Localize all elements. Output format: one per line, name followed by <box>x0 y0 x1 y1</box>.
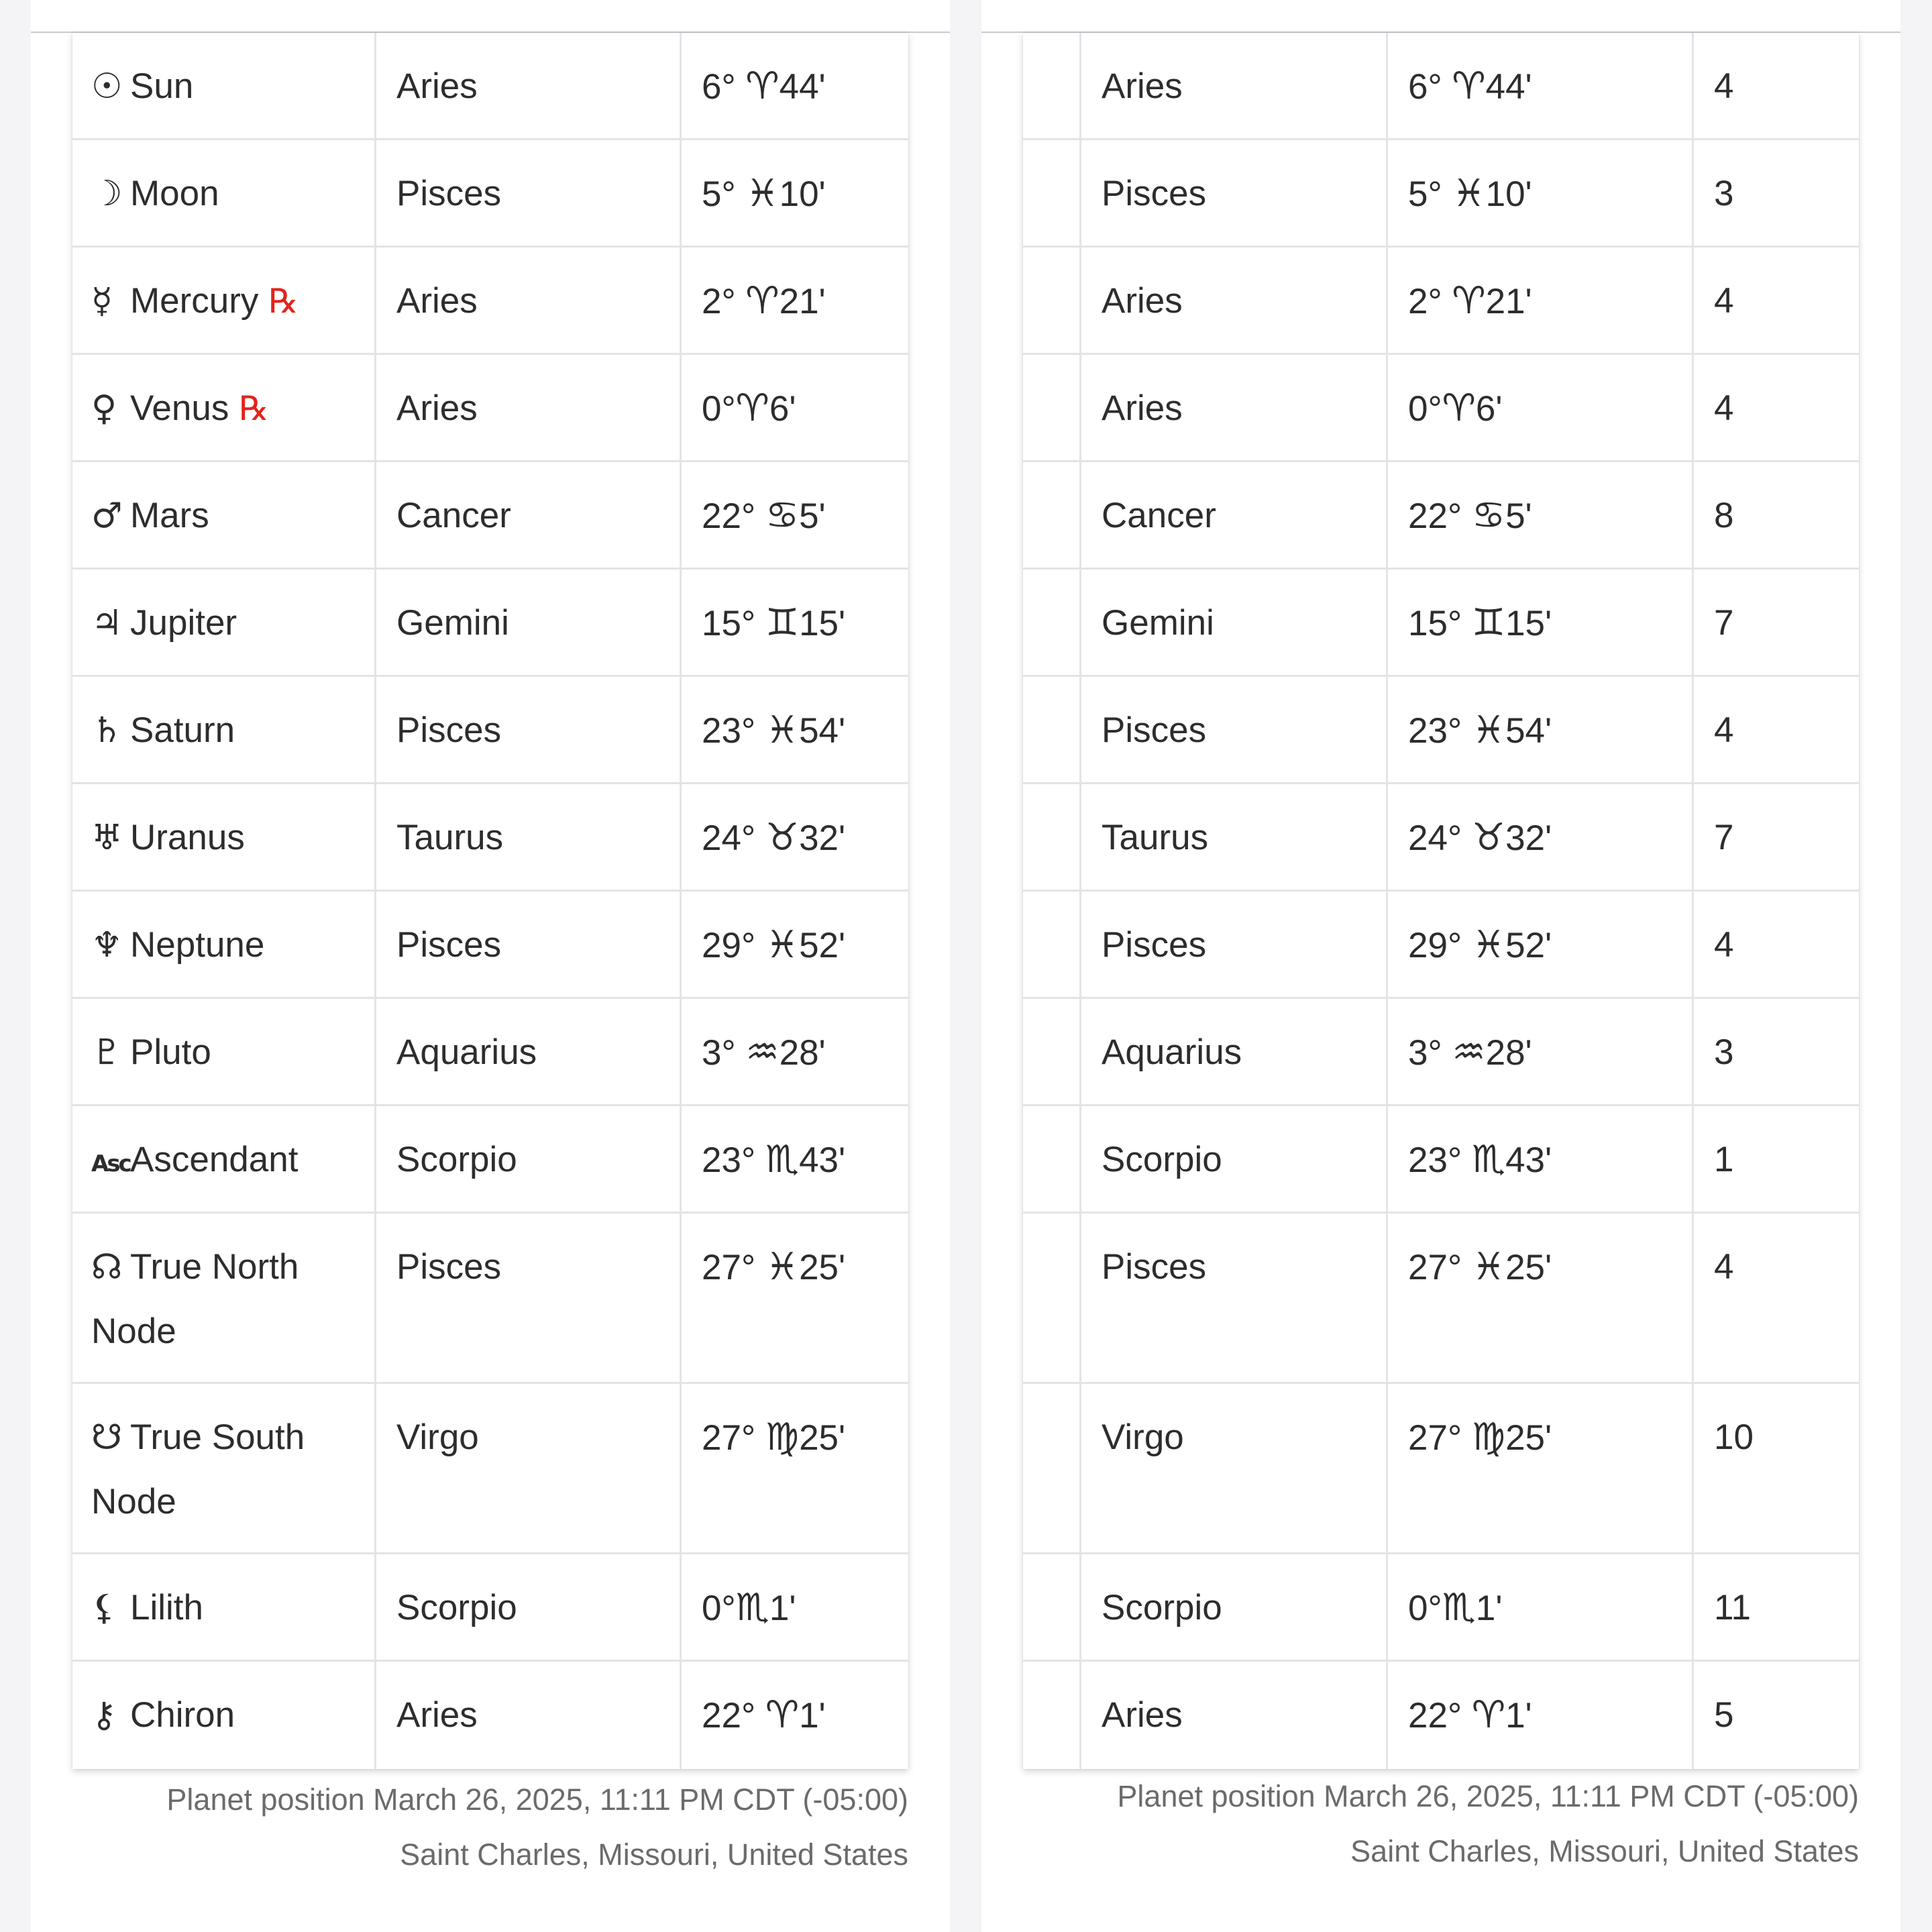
position-degrees: 24° <box>702 818 765 858</box>
position-cell <box>682 1662 908 1769</box>
sun-icon: ☉ <box>91 66 123 107</box>
uranus-icon: ♅ <box>91 818 123 858</box>
planet-cell-cropped <box>1023 677 1081 782</box>
position-cell <box>1388 1554 1694 1660</box>
table-row <box>1023 570 1859 677</box>
position-minutes: 52' <box>799 926 846 965</box>
planet-cell <box>72 677 376 782</box>
position-degrees: 22° <box>1408 1696 1472 1735</box>
position-degrees: 24° <box>1408 818 1472 858</box>
position-minutes: 25' <box>1505 1248 1552 1287</box>
sign-cell: Scorpio <box>376 1554 682 1660</box>
house-cell: 5 <box>1714 1695 1734 1735</box>
sign-cell: Pisces <box>376 1214 682 1382</box>
zodiac-sign-icon: ♈ <box>1452 64 1486 108</box>
table-row <box>1023 1384 1859 1554</box>
table-row <box>1023 1214 1859 1384</box>
planet-cell <box>72 892 376 997</box>
house-cell: 7 <box>1714 603 1734 643</box>
planet-name: True North Node <box>91 1247 299 1351</box>
zodiac-sign-icon: ♓ <box>765 923 800 967</box>
position-cell <box>682 1214 908 1382</box>
position-cell <box>1388 784 1694 890</box>
sign-cell: Pisces <box>1081 892 1388 997</box>
zodiac-sign-icon: ♓ <box>1471 923 1506 967</box>
position-cell <box>682 677 908 782</box>
position-degrees: 6° <box>1408 67 1452 107</box>
zodiac-sign-icon: ♊ <box>765 601 800 645</box>
position-degrees: 3° <box>702 1033 746 1073</box>
sign-cell: Scorpio <box>1081 1554 1388 1660</box>
planet-cell-cropped <box>1023 1106 1081 1212</box>
planet-positions-table <box>72 33 908 1769</box>
mars-icon: ♂ <box>91 496 123 536</box>
position-cell <box>682 999 908 1104</box>
pluto-icon: ♇ <box>91 1032 123 1073</box>
position-degrees: 23° <box>1408 1140 1472 1180</box>
planet-cell-cropped <box>1023 355 1081 460</box>
sign-cell: Pisces <box>1081 1214 1388 1382</box>
sign-cell: Aries <box>376 1662 682 1769</box>
planet-cell-cropped <box>1023 999 1081 1104</box>
house-cell: 4 <box>1714 1247 1734 1287</box>
jupiter-icon: ♃ <box>91 603 123 643</box>
position-minutes: 28' <box>1485 1033 1532 1073</box>
position-minutes: 44' <box>1485 67 1532 107</box>
sign-cell: Scorpio <box>376 1106 682 1212</box>
sign-cell: Aries <box>1081 1662 1388 1769</box>
position-cell <box>682 1384 908 1552</box>
table-row <box>1023 1662 1859 1769</box>
position-minutes: 52' <box>1505 926 1552 965</box>
zodiac-sign-icon: ♍ <box>765 1415 800 1459</box>
planet-name: Neptune <box>130 925 265 965</box>
position-minutes: 32' <box>799 818 846 858</box>
position-degrees: 27° <box>702 1418 765 1458</box>
planet-cell <box>72 570 376 675</box>
position-cell <box>1388 677 1694 782</box>
lilith-icon: ⚸ <box>91 1588 117 1628</box>
zodiac-sign-icon: ♒ <box>1452 1030 1486 1074</box>
position-degrees: 0° <box>1408 1589 1442 1628</box>
zodiac-sign-icon: ♓ <box>745 172 780 215</box>
position-cell <box>1388 248 1694 353</box>
planet-cell-cropped <box>1023 1662 1081 1769</box>
right-screenshot-panel <box>981 0 1900 1932</box>
position-cell <box>682 140 908 246</box>
position-degrees: 29° <box>1408 926 1472 965</box>
north-node-icon: ☊ <box>91 1247 123 1287</box>
house-cell: 4 <box>1714 388 1734 428</box>
chiron-icon: ⚷ <box>91 1695 117 1735</box>
zodiac-sign-icon: ♓ <box>1471 708 1506 752</box>
house-cell: 7 <box>1714 818 1734 857</box>
planet-cell <box>72 140 376 246</box>
zodiac-sign-icon: ♉ <box>1471 816 1506 859</box>
position-minutes: 5' <box>1505 496 1532 536</box>
zodiac-sign-icon: ♏ <box>735 1586 769 1629</box>
position-cell <box>682 570 908 675</box>
position-minutes: 15' <box>1505 604 1552 643</box>
position-cell <box>682 462 908 568</box>
sign-cell: Pisces <box>376 140 682 246</box>
position-cell <box>1388 1384 1694 1552</box>
sign-cell: Pisces <box>1081 677 1388 782</box>
table-row <box>1023 1106 1859 1214</box>
planet-position-caption <box>103 1772 908 1882</box>
planet-cell <box>72 248 376 353</box>
zodiac-sign-icon: ♋ <box>765 494 800 537</box>
table-row <box>72 892 908 999</box>
sign-cell: Aries <box>376 355 682 460</box>
table-row <box>1023 33 1859 140</box>
planet-cell-cropped <box>1023 570 1081 675</box>
table-row <box>72 462 908 570</box>
planet-position-caption <box>1054 1769 1859 1879</box>
zodiac-sign-icon: ♈ <box>745 279 780 323</box>
zodiac-sign-icon: ♈ <box>735 386 769 430</box>
planet-cell <box>72 1554 376 1660</box>
planet-cell-cropped <box>1023 33 1081 138</box>
position-minutes: 1' <box>799 1696 826 1735</box>
position-minutes: 21' <box>1485 282 1532 321</box>
sign-cell: Gemini <box>376 570 682 675</box>
planet-houses-table <box>1023 33 1859 1769</box>
position-degrees: 0° <box>702 389 736 429</box>
zodiac-sign-icon: ♓ <box>1471 1245 1506 1289</box>
position-minutes: 1' <box>769 1589 796 1628</box>
house-cell: 4 <box>1714 66 1734 106</box>
table-row <box>72 784 908 892</box>
position-degrees: 27° <box>1408 1248 1472 1287</box>
position-cell <box>682 33 908 138</box>
zodiac-sign-icon: ♏ <box>1471 1138 1506 1181</box>
house-cell: 4 <box>1714 925 1734 965</box>
position-degrees: 6° <box>702 67 746 107</box>
position-degrees: 22° <box>702 1696 765 1735</box>
retrograde-icon: ℞ <box>268 282 299 321</box>
zodiac-sign-icon: ♏ <box>1442 1586 1476 1629</box>
position-minutes: 25' <box>1505 1418 1552 1458</box>
table-row <box>72 1106 908 1214</box>
table-row <box>1023 1554 1859 1662</box>
zodiac-sign-icon: ♏ <box>765 1138 800 1181</box>
sign-cell: Taurus <box>376 784 682 890</box>
planet-name: Venus <box>130 388 229 428</box>
planet-name: Moon <box>130 174 219 213</box>
left-screenshot-panel <box>31 0 950 1932</box>
planet-name: Mars <box>130 496 209 535</box>
table-row <box>72 355 908 462</box>
saturn-icon: ♄ <box>91 710 123 751</box>
table-row <box>72 1214 908 1384</box>
position-cell <box>1388 570 1694 675</box>
position-minutes: 6' <box>769 389 796 429</box>
planet-cell <box>72 33 376 138</box>
position-minutes: 21' <box>779 282 826 321</box>
planet-name: Saturn <box>130 710 235 750</box>
zodiac-sign-icon: ♒ <box>745 1030 780 1074</box>
position-degrees: 15° <box>1408 604 1472 643</box>
retrograde-icon: ℞ <box>239 389 269 428</box>
planet-cell <box>72 784 376 890</box>
caption-date: Planet position March 26, 2025, 11:11 PM CDT (-05:00) <box>1117 1779 1859 1813</box>
position-cell <box>682 355 908 460</box>
planet-cell <box>72 355 376 460</box>
position-minutes: 54' <box>1505 711 1552 751</box>
zodiac-sign-icon: ♉ <box>765 816 800 859</box>
position-degrees: 5° <box>702 174 746 214</box>
sign-cell: Virgo <box>1081 1384 1388 1552</box>
planet-cell <box>72 1662 376 1769</box>
position-degrees: 27° <box>702 1248 765 1287</box>
position-degrees: 23° <box>702 711 765 751</box>
position-minutes: 28' <box>779 1033 826 1073</box>
planet-name: Ascendant <box>130 1140 299 1179</box>
position-minutes: 43' <box>1505 1140 1552 1180</box>
zodiac-sign-icon: ♓ <box>765 1245 800 1289</box>
position-degrees: 2° <box>1408 282 1452 321</box>
table-row <box>72 33 908 140</box>
position-cell <box>1388 1214 1694 1382</box>
planet-name: Chiron <box>130 1695 235 1735</box>
table-row <box>1023 462 1859 570</box>
position-cell <box>1388 33 1694 138</box>
position-minutes: 43' <box>799 1140 846 1180</box>
table-row <box>72 1662 908 1769</box>
position-minutes: 6' <box>1475 389 1503 429</box>
position-minutes: 15' <box>799 604 846 643</box>
planet-cell <box>72 999 376 1104</box>
caption-location: Saint Charles, Missouri, United States <box>400 1837 908 1872</box>
sign-cell: Pisces <box>376 892 682 997</box>
position-degrees: 0° <box>1408 389 1442 429</box>
mercury-icon: ☿ <box>91 281 113 321</box>
zodiac-sign-icon: ♓ <box>1452 172 1486 215</box>
sign-cell: Aries <box>1081 248 1388 353</box>
planet-cell-cropped <box>1023 1554 1081 1660</box>
sign-cell: Aquarius <box>1081 999 1388 1104</box>
position-minutes: 10' <box>779 174 826 214</box>
position-cell <box>1388 462 1694 568</box>
planet-cell-cropped <box>1023 248 1081 353</box>
position-cell <box>682 1554 908 1660</box>
position-cell <box>1388 140 1694 246</box>
planet-cell <box>72 1384 376 1552</box>
planet-cell-cropped <box>1023 462 1081 568</box>
planet-cell-cropped <box>1023 892 1081 997</box>
position-minutes: 25' <box>799 1248 846 1287</box>
position-degrees: 0° <box>702 1589 736 1628</box>
planet-name: Mercury <box>130 281 259 321</box>
sign-cell: Aquarius <box>376 999 682 1104</box>
position-minutes: 1' <box>1475 1589 1503 1628</box>
sign-cell: Aries <box>1081 355 1388 460</box>
sign-cell: Gemini <box>1081 570 1388 675</box>
house-cell: 11 <box>1714 1588 1752 1627</box>
neptune-icon: ♆ <box>91 925 123 965</box>
table-row <box>72 999 908 1106</box>
table-row <box>72 677 908 784</box>
position-degrees: 5° <box>1408 174 1452 214</box>
table-row <box>72 570 908 677</box>
planet-cell-cropped <box>1023 1214 1081 1382</box>
sign-cell: Aries <box>376 33 682 138</box>
position-minutes: 54' <box>799 711 846 751</box>
sign-cell: Taurus <box>1081 784 1388 890</box>
sign-cell: Virgo <box>376 1384 682 1552</box>
position-minutes: 32' <box>1505 818 1552 858</box>
zodiac-sign-icon: ♈ <box>1471 1693 1506 1737</box>
zodiac-sign-icon: ♈ <box>745 64 780 108</box>
ascendant-icon: Asc <box>91 1150 130 1177</box>
planet-name: Pluto <box>130 1032 211 1072</box>
position-minutes: 25' <box>799 1418 846 1458</box>
position-cell <box>1388 355 1694 460</box>
table-row <box>72 248 908 355</box>
position-cell <box>682 784 908 890</box>
sign-cell: Scorpio <box>1081 1106 1388 1212</box>
position-degrees: 27° <box>1408 1418 1472 1458</box>
zodiac-sign-icon: ♈ <box>1442 386 1476 430</box>
sign-cell: Aries <box>1081 33 1388 138</box>
table-row <box>1023 140 1859 248</box>
position-cell <box>1388 999 1694 1104</box>
planet-name: Sun <box>130 66 194 106</box>
sign-cell: Aries <box>376 248 682 353</box>
caption-date: Planet position March 26, 2025, 11:11 PM CDT (-05:00) <box>166 1782 908 1817</box>
table-row <box>72 1384 908 1554</box>
south-node-icon: ☋ <box>91 1417 123 1458</box>
position-degrees: 23° <box>1408 711 1472 751</box>
position-minutes: 44' <box>779 67 826 107</box>
sign-cell: Pisces <box>1081 140 1388 246</box>
position-minutes: 5' <box>799 496 826 536</box>
planet-name: Lilith <box>130 1588 204 1627</box>
zodiac-sign-icon: ♈ <box>1452 279 1486 323</box>
table-row <box>1023 784 1859 892</box>
position-cell <box>682 892 908 997</box>
position-degrees: 23° <box>702 1140 765 1180</box>
position-cell <box>1388 892 1694 997</box>
caption-location: Saint Charles, Missouri, United States <box>1350 1834 1859 1868</box>
zodiac-sign-icon: ♋ <box>1471 494 1506 537</box>
zodiac-sign-icon: ♓ <box>765 708 800 752</box>
zodiac-sign-icon: ♍ <box>1471 1415 1506 1459</box>
table-row <box>72 140 908 248</box>
position-degrees: 22° <box>1408 496 1472 536</box>
table-row <box>1023 892 1859 999</box>
table-row <box>1023 677 1859 784</box>
position-degrees: 15° <box>702 604 765 643</box>
table-row <box>1023 248 1859 355</box>
planet-cell-cropped <box>1023 140 1081 246</box>
planet-cell <box>72 1106 376 1212</box>
position-degrees: 22° <box>702 496 765 536</box>
house-cell: 8 <box>1714 496 1734 535</box>
house-cell: 1 <box>1714 1140 1734 1179</box>
position-cell <box>1388 1662 1694 1769</box>
position-cell <box>682 248 908 353</box>
table-row <box>1023 999 1859 1106</box>
house-cell: 3 <box>1714 1032 1734 1072</box>
planet-name: True South Node <box>91 1417 305 1521</box>
sign-cell: Cancer <box>376 462 682 568</box>
position-degrees: 3° <box>1408 1033 1452 1073</box>
position-cell <box>682 1106 908 1212</box>
venus-icon: ♀ <box>91 388 117 429</box>
planet-cell-cropped <box>1023 784 1081 890</box>
sign-cell: Pisces <box>376 677 682 782</box>
house-cell: 10 <box>1714 1417 1754 1457</box>
planet-cell <box>72 462 376 568</box>
table-row <box>72 1554 908 1662</box>
position-minutes: 1' <box>1505 1696 1532 1735</box>
planet-cell <box>72 1214 376 1382</box>
table-row <box>1023 355 1859 462</box>
planet-name: Uranus <box>130 818 245 857</box>
planet-name: Jupiter <box>130 603 237 643</box>
house-cell: 4 <box>1714 281 1734 321</box>
zodiac-sign-icon: ♊ <box>1471 601 1506 645</box>
house-cell: 3 <box>1714 174 1734 213</box>
zodiac-sign-icon: ♈ <box>765 1693 800 1737</box>
house-cell: 4 <box>1714 710 1734 750</box>
position-degrees: 29° <box>702 926 765 965</box>
moon-icon: ☽ <box>91 174 123 214</box>
position-minutes: 10' <box>1485 174 1532 214</box>
planet-cell-cropped <box>1023 1384 1081 1552</box>
sign-cell: Cancer <box>1081 462 1388 568</box>
position-degrees: 2° <box>702 282 746 321</box>
position-cell <box>1388 1106 1694 1212</box>
